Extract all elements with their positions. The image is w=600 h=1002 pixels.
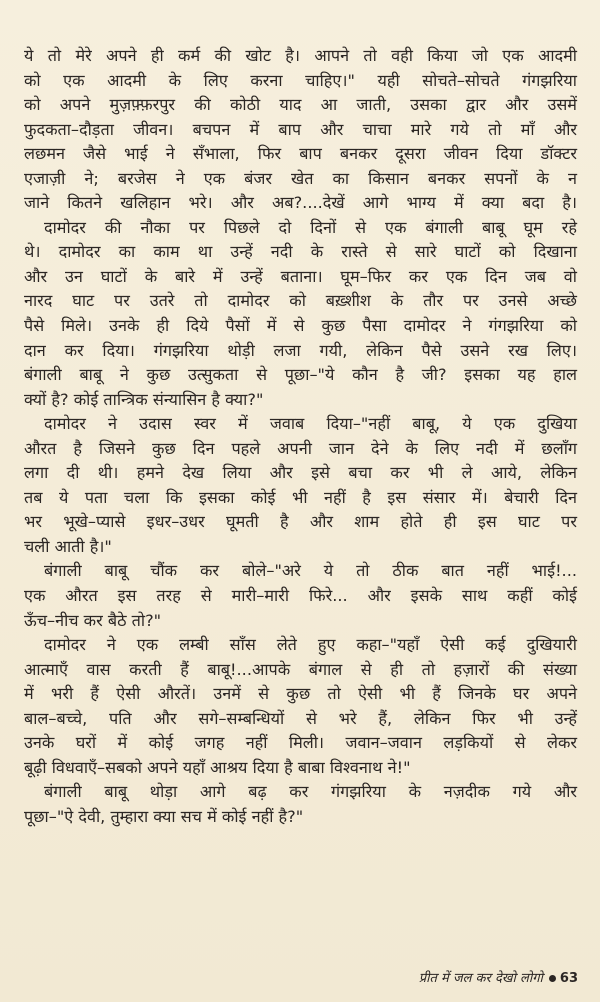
text-line: फुदकता–दौड़ता जीवन। बचपन में बाप और चाचा मारे गये तो माँ और: [24, 119, 577, 139]
text-line: दामोदर की नौका पर पिछले दो दिनों से एक बंगाली बाबू घूम रहे: [44, 217, 577, 237]
body-text: [24, 44, 577, 830]
text-line: बंगाली बाबू ने कुछ उत्सुकता से पूछा–"ये कौन है जी? इसका यह हाल: [24, 365, 577, 385]
paragraph: [24, 780, 577, 829]
text-line: ये तो मेरे अपने ही कर्म की खोट है। आपने तो वही किया जो एक आदमी: [24, 46, 577, 65]
text-line: उनके घरों में कोई जगह नहीं मिली। जवान–जवान लड़कियों से लेकर: [24, 733, 577, 753]
paragraph: [24, 633, 577, 780]
text-line: दान कर दिया। गंगझरिया थोड़ी लजा गयी, लेकिन पैसे उसने रख लिए।: [24, 340, 577, 360]
text-line: को एक आदमी के लिए करना चाहिए।" यही सोचते–सोचते गंगझरिया: [24, 70, 577, 90]
text-line: दामोदर ने एक लम्बी साँस लेते हुए कहा–"यहाँ ऐसी कई दुखियारी: [44, 635, 577, 655]
page-footer: [419, 968, 578, 986]
paragraph: [24, 44, 577, 216]
page-number: 63: [559, 971, 578, 986]
text-line: बाल–बच्चे, पति और सगे–सम्बन्धियों से भरे हैं, लेकिन फिर भी उन्हें: [24, 708, 577, 728]
bullet-icon: [549, 975, 556, 982]
text-line: बंगाली बाबू चौंक कर बोले–"अरे ये तो ठीक बात नहीं भाई!...: [44, 561, 577, 581]
text-line: बूढ़ी विधवाएँ–सबको अपने यहाँ आश्रय दिया है बाबा विश्वनाथ ने!": [24, 757, 411, 777]
text-line: लगा दी थी। हमने देख लिया और इसे बचा कर भी ले आये, लेकिन: [24, 463, 577, 483]
text-line: नारद घाट पर उतरे तो दामोदर को बख़्शीश के तौर पर उनसे अच्छे: [24, 291, 577, 311]
text-line: बंगाली बाबू थोड़ा आगे बढ़ कर गंगझरिया के नज़दीक गये और: [44, 782, 577, 802]
text-line: जाने कितने खलिहान भरे। और अब?....देखें आगे भाग्य में क्या बदा है।: [24, 193, 577, 213]
paragraph: [24, 559, 577, 633]
text-line: तब ये पता चला कि इसका कोई भी नहीं है इस संसार में। बेचारी दिन: [24, 487, 577, 507]
text-line: औरत है जिसने कुछ दिन पहले अपनी जान देने के लिए नदी में छलाँग: [24, 438, 577, 458]
text-line: चली आती है।": [24, 536, 112, 556]
paragraph: [24, 412, 577, 559]
text-line: क्यों है? कोई तान्त्रिक संन्यासिन है क्या?": [24, 389, 264, 409]
text-line: एजाज़ी ने; बरजेस ने एक बंजर खेत का किसान बनकर सपनों के न: [24, 168, 577, 188]
text-line: में भरी हैं ऐसी औरतें। उनमें से कुछ तो ऐसी भी हैं जिनके घर अपने: [24, 684, 577, 704]
paragraph: [24, 216, 577, 412]
text-line: पूछा–"ऐ देवी, तुम्हारा क्या सच में कोई नहीं है?": [24, 806, 304, 826]
text-line: पैसे मिले। उनके ही दिये पैसों में से कुछ पैसा दामोदर ने गंगझरिया को: [24, 316, 577, 336]
running-title: प्रीत में जल कर देखो लोगो: [418, 971, 543, 986]
text-line: को अपने मुज़फ़्फ़रपुर की कोठी याद आ जाती, उसका द्वार और उसमें: [24, 95, 577, 115]
text-line: भर भूखे–प्यासे इधर–उधर घूमती है और शाम होते ही इस घाट पर: [24, 512, 577, 532]
text-line: लछमन जैसे भाई ने सँभाला, फिर बाप बनकर दूसरा जीवन दिया डॉक्टर: [24, 144, 577, 164]
text-line: एक औरत इस तरह से मारी–मारी फिरे... और इसके साथ कहीं कोई: [24, 586, 577, 606]
text-line: ऊँच–नीच कर बैठे तो?": [24, 610, 162, 630]
text-line: दामोदर ने उदास स्वर में जवाब दिया–"नहीं बाबू, ये एक दुखिया: [44, 414, 577, 434]
text-line: और उन घाटों के बारे में उन्हें बताना। घूम–फिर कर एक दिन जब वो: [24, 266, 577, 286]
text-line: थे। दामोदर का काम था उन्हें नदी के रास्ते से सारे घाटों को दिखाना: [24, 242, 577, 262]
text-line: आत्माएँ वास करती हैं बाबू!...आपके बंगाल से ही तो हज़ारों की संख्या: [24, 659, 577, 679]
